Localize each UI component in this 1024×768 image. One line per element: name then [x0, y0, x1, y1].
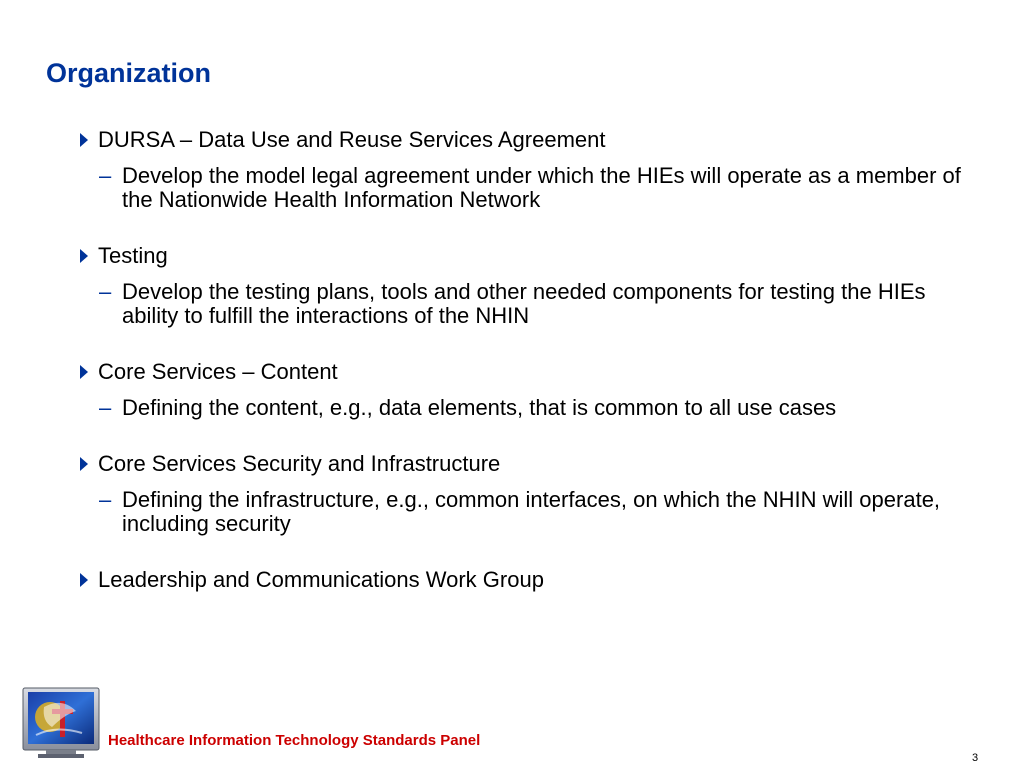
dash-bullet: – — [99, 163, 112, 188]
triangle-bullet-icon — [80, 573, 88, 587]
bullet-item — [78, 127, 998, 212]
slide-title: Organization — [46, 58, 212, 88]
bullet-item — [78, 359, 998, 420]
bullet-item — [78, 451, 998, 536]
bullet-item — [78, 567, 998, 593]
dash-bullet: – — [99, 395, 112, 420]
triangle-bullet-icon — [80, 365, 88, 379]
bullet-text: Core Services Security and Infrastructure — [98, 451, 501, 476]
dash-bullet: – — [99, 487, 112, 512]
bullet-text: Leadership and Communications Work Group — [98, 567, 544, 592]
sub-bullet-text: Develop the model legal agreement under which the HIEs will operate as a member of the Nationwide Health Information Network — [122, 163, 961, 212]
sub-bullet-text: Defining the content, e.g., data elements, that is common to all use cases — [122, 395, 837, 420]
hitsp-monitor-logo-icon — [22, 687, 100, 759]
bullet-text: Core Services – Content — [98, 359, 338, 384]
sub-bullet-text: Develop the testing plans, tools and other needed components for testing the HIEs ability to fulfill the interactions of the NHIN — [122, 279, 926, 328]
bullet-text: Testing — [98, 243, 168, 268]
bullet-item — [78, 243, 998, 328]
triangle-bullet-icon — [80, 249, 88, 263]
triangle-bullet-icon — [80, 457, 88, 471]
sub-bullet-text: Defining the infrastructure, e.g., common interfaces, on which the NHIN will operate, including security — [122, 487, 941, 536]
triangle-bullet-icon — [80, 133, 88, 147]
dash-bullet: – — [99, 279, 112, 304]
bullet-list — [78, 127, 998, 624]
footer-org-name: Healthcare Information Technology Standards Panel — [108, 732, 481, 749]
bullet-text: DURSA – Data Use and Reuse Services Agreement — [98, 127, 606, 152]
page-number: 3 — [972, 752, 979, 764]
